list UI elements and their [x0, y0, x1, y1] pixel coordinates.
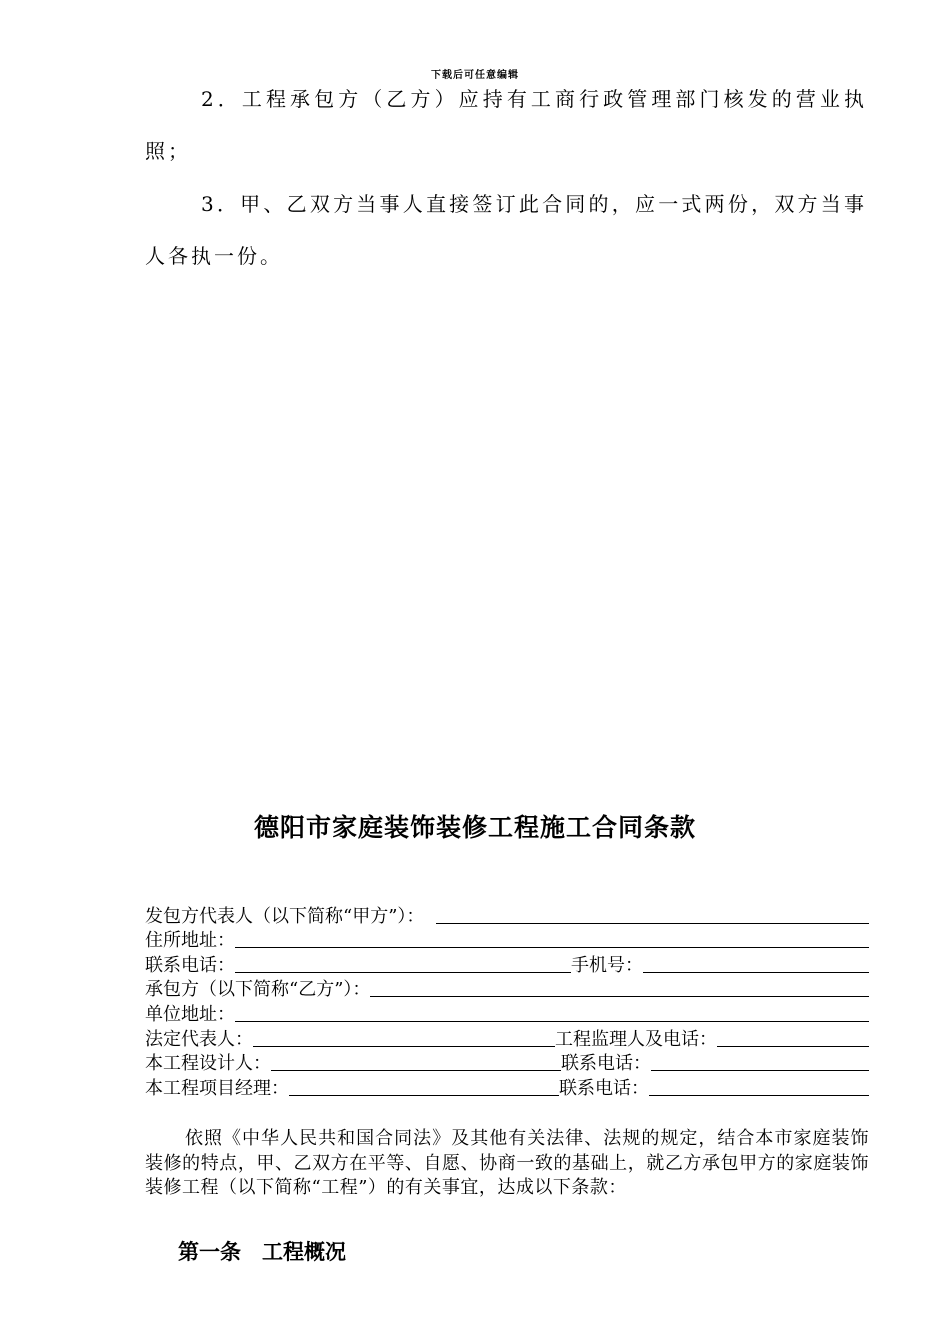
form-row-contact-phone: [145, 951, 869, 976]
manager-phone-field[interactable]: [649, 1077, 869, 1096]
address-field[interactable]: [235, 929, 869, 948]
legal-rep-field[interactable]: [253, 1028, 555, 1047]
contractor-label: 承包方（以下简称“乙方”）：: [145, 979, 371, 1001]
legal-rep-label: 法定代表人：: [145, 1028, 253, 1050]
unit-address-field[interactable]: [235, 1003, 869, 1022]
form-row-unit-address: [145, 1000, 869, 1025]
clause-3: 3．甲、乙双方当事人直接签订此合同的，应一式两份，双方当事人各执一份。: [145, 192, 867, 268]
supervisor-field[interactable]: [717, 1028, 869, 1047]
clause-2: 2．工程承包方（乙方）应持有工商行政管理部门核发的营业执照；: [145, 87, 867, 163]
mobile-label: 手机号：: [571, 954, 643, 976]
form-row-legal-rep: [145, 1025, 869, 1050]
contractor-field[interactable]: [370, 978, 869, 997]
designer-phone-field[interactable]: [651, 1052, 869, 1071]
supervisor-label: 工程监理人及电话：: [555, 1028, 717, 1050]
address-label: 住所地址：: [145, 930, 235, 952]
designer-phone-label: 联系电话：: [561, 1053, 651, 1075]
form-row-manager: [145, 1074, 869, 1099]
client-rep-field[interactable]: [436, 905, 869, 924]
party-info-form: [145, 902, 869, 1099]
designer-field[interactable]: [271, 1052, 561, 1071]
intro-paragraph: 依照《中华人民共和国合同法》及其他有关法律、法规的规定，结合本市家庭装饰装修的特点，甲、乙双方在平等、自愿、协商一致的基础上，就乙方承包甲方的家庭装饰装修工程（以下简称“工程”）的有关事宜，达成以下条款：: [145, 1128, 869, 1198]
contract-title: 德阳市家庭装饰装修工程施工合同条款: [253, 813, 696, 842]
mobile-field[interactable]: [643, 954, 869, 973]
article-1-heading: 第一条 工程概况: [178, 1240, 346, 1264]
form-row-client-rep: [145, 902, 869, 927]
header-note: 下载后可任意编辑: [431, 70, 519, 81]
designer-label: 本工程设计人：: [145, 1053, 271, 1075]
form-row-contractor: [145, 976, 869, 1001]
manager-label: 本工程项目经理：: [145, 1077, 289, 1099]
manager-field[interactable]: [289, 1077, 559, 1096]
unit-address-label: 单位地址：: [145, 1003, 235, 1025]
manager-phone-label: 联系电话：: [559, 1077, 649, 1099]
client-rep-label: 发包方代表人（以下简称“甲方”）：: [145, 905, 425, 927]
form-row-designer: [145, 1050, 869, 1075]
contact-phone-label: 联系电话：: [145, 954, 235, 976]
contact-phone-field[interactable]: [235, 954, 571, 973]
form-row-address: [145, 927, 869, 952]
